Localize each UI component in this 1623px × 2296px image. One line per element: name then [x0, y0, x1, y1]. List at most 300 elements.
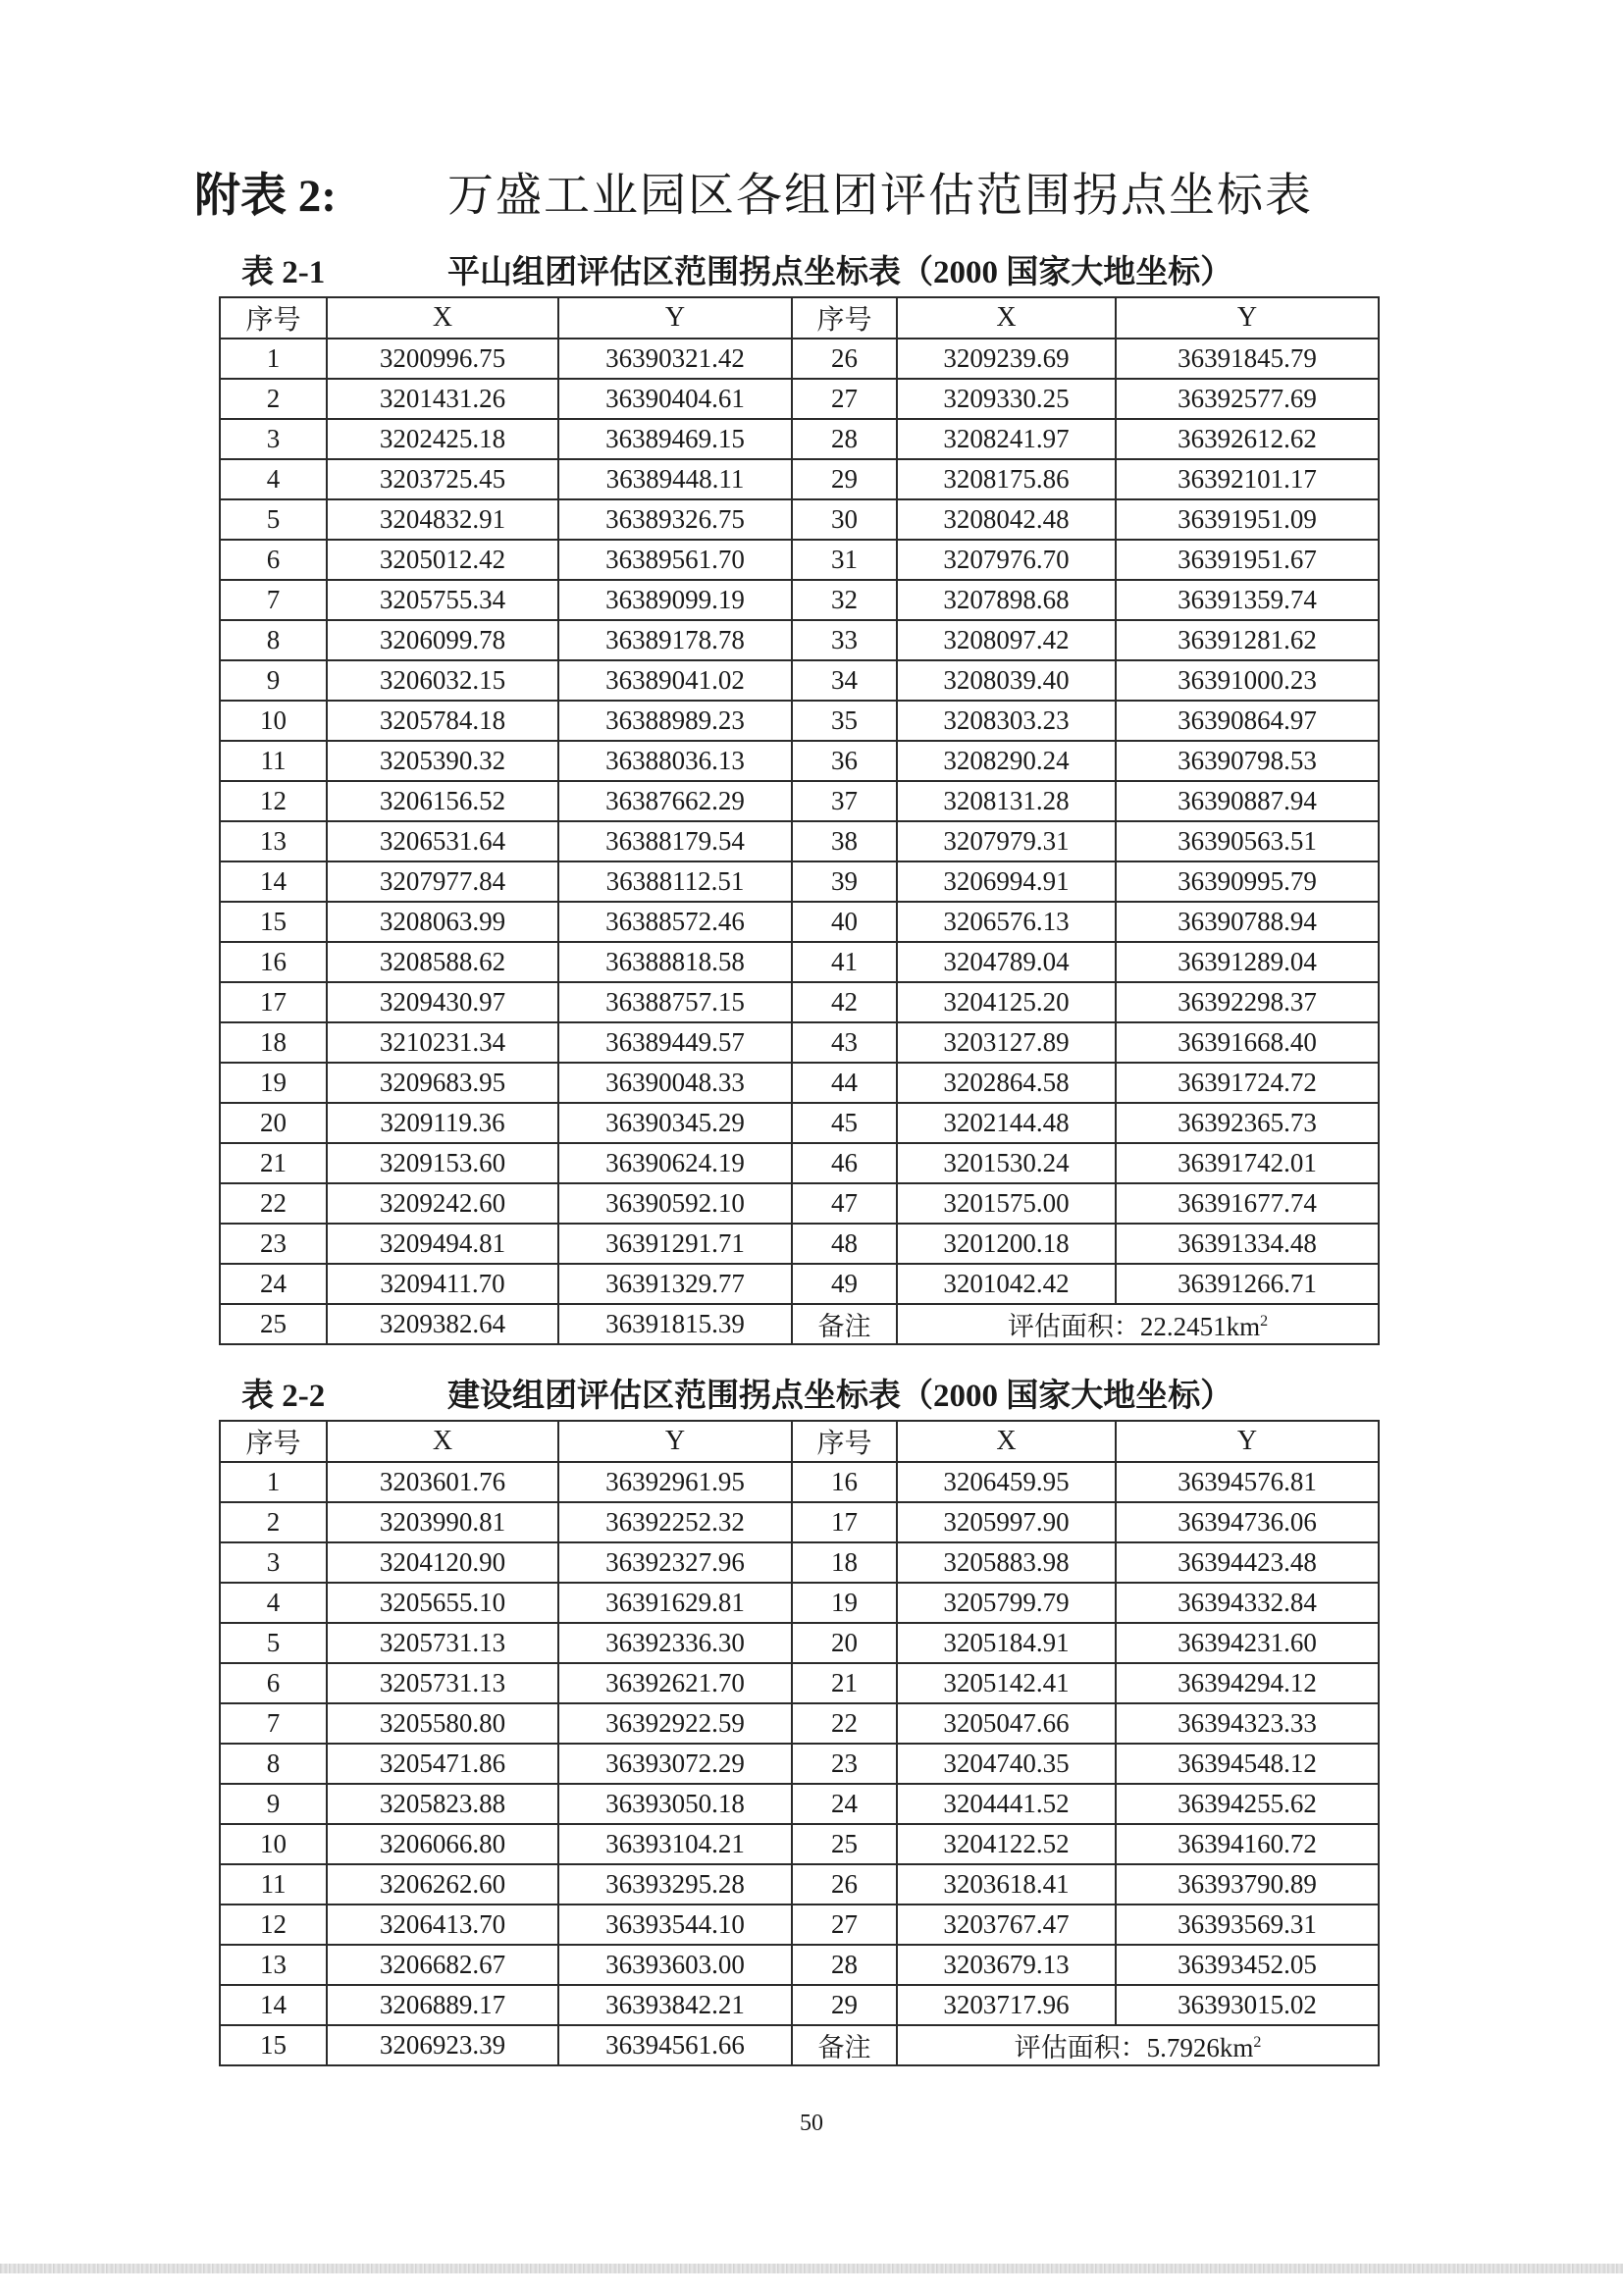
point-index: 29 — [792, 459, 897, 499]
y-coordinate: 36391815.39 — [558, 1304, 792, 1344]
header-y: Y — [558, 297, 792, 339]
x-coordinate: 3205997.90 — [897, 1502, 1116, 1542]
point-index: 18 — [220, 1022, 327, 1063]
x-coordinate: 3201042.42 — [897, 1264, 1116, 1304]
header-index: 序号 — [792, 1421, 897, 1462]
y-coordinate: 36394294.12 — [1116, 1663, 1379, 1703]
point-index: 20 — [220, 1103, 327, 1143]
header-x: X — [897, 297, 1116, 339]
table-row — [220, 660, 1379, 701]
y-coordinate: 36392327.96 — [558, 1542, 792, 1583]
table-row — [220, 1224, 1379, 1264]
x-coordinate: 3207976.70 — [897, 540, 1116, 580]
x-coordinate: 3208588.62 — [327, 942, 558, 982]
x-coordinate: 3204122.52 — [897, 1824, 1116, 1864]
y-coordinate: 36391289.04 — [1116, 942, 1379, 982]
table-row — [220, 1945, 1379, 1985]
point-index: 4 — [220, 459, 327, 499]
point-index: 18 — [792, 1542, 897, 1583]
y-coordinate: 36390887.94 — [1116, 781, 1379, 821]
y-coordinate: 36392612.62 — [1116, 419, 1379, 459]
y-coordinate: 36394736.06 — [1116, 1502, 1379, 1542]
table-row — [220, 1784, 1379, 1824]
table-row — [220, 1462, 1379, 1502]
y-coordinate: 36393544.10 — [558, 1905, 792, 1945]
point-index: 49 — [792, 1264, 897, 1304]
x-coordinate: 3204832.91 — [327, 499, 558, 540]
y-coordinate: 36388179.54 — [558, 821, 792, 861]
x-coordinate: 3205823.88 — [327, 1784, 558, 1824]
table-row — [220, 379, 1379, 419]
y-coordinate: 36391291.71 — [558, 1224, 792, 1264]
x-coordinate: 3201431.26 — [327, 379, 558, 419]
y-coordinate: 36391724.72 — [1116, 1063, 1379, 1103]
x-coordinate: 3208175.86 — [897, 459, 1116, 499]
y-coordinate: 36390788.94 — [1116, 902, 1379, 942]
x-coordinate: 3208042.48 — [897, 499, 1116, 540]
point-index: 12 — [220, 1905, 327, 1945]
point-index: 22 — [792, 1703, 897, 1744]
point-index: 14 — [220, 1985, 327, 2025]
x-coordinate: 3209494.81 — [327, 1224, 558, 1264]
point-index: 11 — [220, 1864, 327, 1905]
table-row — [220, 1744, 1379, 1784]
point-index: 23 — [792, 1744, 897, 1784]
coordinate-table-pingshan — [219, 296, 1380, 1345]
y-coordinate: 36390995.79 — [1116, 861, 1379, 902]
point-index: 16 — [220, 942, 327, 982]
y-coordinate: 36388757.15 — [558, 982, 792, 1022]
y-coordinate: 36393072.29 — [558, 1744, 792, 1784]
x-coordinate: 3208063.99 — [327, 902, 558, 942]
x-coordinate: 3209382.64 — [327, 1304, 558, 1344]
point-index: 48 — [792, 1224, 897, 1264]
point-index: 1 — [220, 1462, 327, 1502]
y-coordinate: 36389326.75 — [558, 499, 792, 540]
point-index: 15 — [220, 902, 327, 942]
point-index: 12 — [220, 781, 327, 821]
point-index: 2 — [220, 1502, 327, 1542]
y-coordinate: 36392577.69 — [1116, 379, 1379, 419]
x-coordinate: 3204120.90 — [327, 1542, 558, 1583]
y-coordinate: 36389099.19 — [558, 580, 792, 620]
table-row — [220, 540, 1379, 580]
table-row — [220, 1103, 1379, 1143]
scan-edge-band — [0, 2264, 1623, 2273]
x-coordinate: 3204125.20 — [897, 982, 1116, 1022]
y-coordinate: 36393452.05 — [1116, 1945, 1379, 1985]
x-coordinate: 3206576.13 — [897, 902, 1116, 942]
x-coordinate: 3207977.84 — [327, 861, 558, 902]
x-coordinate: 3205784.18 — [327, 701, 558, 741]
point-index: 25 — [792, 1824, 897, 1864]
table-row — [220, 1022, 1379, 1063]
table-title: 平山组团评估区范围拐点坐标表（2000 国家大地坐标） — [447, 255, 1233, 290]
point-index: 24 — [220, 1264, 327, 1304]
x-coordinate: 3206099.78 — [327, 620, 558, 660]
table-row — [220, 419, 1379, 459]
table-row — [220, 1183, 1379, 1224]
x-coordinate: 3203717.96 — [897, 1985, 1116, 2025]
x-coordinate: 3206413.70 — [327, 1905, 558, 1945]
point-index: 46 — [792, 1143, 897, 1183]
y-coordinate: 36393790.89 — [1116, 1864, 1379, 1905]
point-index: 8 — [220, 620, 327, 660]
x-coordinate: 3204740.35 — [897, 1744, 1116, 1784]
table-row — [220, 701, 1379, 741]
point-index: 19 — [220, 1063, 327, 1103]
x-coordinate: 3209330.25 — [897, 379, 1116, 419]
x-coordinate: 3210231.34 — [327, 1022, 558, 1063]
table-title: 建设组团评估区范围拐点坐标表（2000 国家大地坐标） — [447, 1379, 1233, 1414]
y-coordinate: 36388572.46 — [558, 902, 792, 942]
header-y: Y — [1116, 1421, 1379, 1462]
header-x: X — [327, 1421, 558, 1462]
point-index: 40 — [792, 902, 897, 942]
point-index: 28 — [792, 1945, 897, 1985]
table-row — [220, 861, 1379, 902]
y-coordinate: 36391266.71 — [1116, 1264, 1379, 1304]
y-coordinate: 36394323.33 — [1116, 1703, 1379, 1744]
x-coordinate: 3205883.98 — [897, 1542, 1116, 1583]
point-index: 38 — [792, 821, 897, 861]
point-index: 13 — [220, 1945, 327, 1985]
y-coordinate: 36392336.30 — [558, 1623, 792, 1663]
table-number: 表 2-1 — [241, 255, 326, 290]
x-coordinate: 3206531.64 — [327, 821, 558, 861]
point-index: 34 — [792, 660, 897, 701]
x-coordinate: 3209411.70 — [327, 1264, 558, 1304]
y-coordinate: 36390592.10 — [558, 1183, 792, 1224]
table-header-row — [220, 297, 1379, 339]
point-index: 21 — [792, 1663, 897, 1703]
y-coordinate: 36390404.61 — [558, 379, 792, 419]
y-coordinate: 36390864.97 — [1116, 701, 1379, 741]
area-unit-exponent: 2 — [1253, 2034, 1262, 2051]
point-index: 29 — [792, 1985, 897, 2025]
remark-label: 备注 — [792, 1304, 897, 1344]
y-coordinate: 36391334.48 — [1116, 1224, 1379, 1264]
table-row — [220, 741, 1379, 781]
point-index: 45 — [792, 1103, 897, 1143]
y-coordinate: 36394423.48 — [1116, 1542, 1379, 1583]
point-index: 17 — [220, 982, 327, 1022]
point-index: 35 — [792, 701, 897, 741]
point-index: 4 — [220, 1583, 327, 1623]
x-coordinate: 3204789.04 — [897, 942, 1116, 982]
coordinate-table-jianshe — [219, 1420, 1380, 2066]
x-coordinate: 3204441.52 — [897, 1784, 1116, 1824]
y-coordinate: 36391677.74 — [1116, 1183, 1379, 1224]
header-index: 序号 — [220, 297, 327, 339]
table-row — [220, 339, 1379, 379]
y-coordinate: 36392365.73 — [1116, 1103, 1379, 1143]
y-coordinate: 36391845.79 — [1116, 339, 1379, 379]
x-coordinate: 3209153.60 — [327, 1143, 558, 1183]
assessment-area-text: 评估面积：5.7926km — [1014, 2033, 1254, 2062]
header-y: Y — [558, 1421, 792, 1462]
y-coordinate: 36389561.70 — [558, 540, 792, 580]
x-coordinate: 3205012.42 — [327, 540, 558, 580]
point-index: 1 — [220, 339, 327, 379]
header-x: X — [897, 1421, 1116, 1462]
header-index: 序号 — [792, 297, 897, 339]
y-coordinate: 36388036.13 — [558, 741, 792, 781]
y-coordinate: 36391668.40 — [1116, 1022, 1379, 1063]
x-coordinate: 3206889.17 — [327, 1985, 558, 2025]
x-coordinate: 3208241.97 — [897, 419, 1116, 459]
y-coordinate: 36394561.66 — [558, 2025, 792, 2065]
y-coordinate: 36388112.51 — [558, 861, 792, 902]
table-row — [220, 1864, 1379, 1905]
point-index: 9 — [220, 1784, 327, 1824]
appendix-label: 附表 2: — [194, 171, 337, 222]
x-coordinate: 3209683.95 — [327, 1063, 558, 1103]
x-coordinate: 3203679.13 — [897, 1945, 1116, 1985]
y-coordinate: 36392252.32 — [558, 1502, 792, 1542]
x-coordinate: 3201575.00 — [897, 1183, 1116, 1224]
x-coordinate: 3209430.97 — [327, 982, 558, 1022]
y-coordinate: 36393104.21 — [558, 1824, 792, 1864]
assessment-area — [897, 1304, 1379, 1344]
y-coordinate: 36387662.29 — [558, 781, 792, 821]
table-row — [220, 942, 1379, 982]
point-index: 11 — [220, 741, 327, 781]
x-coordinate: 3203618.41 — [897, 1864, 1116, 1905]
y-coordinate: 36390321.42 — [558, 339, 792, 379]
table-row — [220, 1703, 1379, 1744]
x-coordinate: 3205142.41 — [897, 1663, 1116, 1703]
point-index: 13 — [220, 821, 327, 861]
y-coordinate: 36391329.77 — [558, 1264, 792, 1304]
x-coordinate: 3205655.10 — [327, 1583, 558, 1623]
x-coordinate: 3205755.34 — [327, 580, 558, 620]
y-coordinate: 36388989.23 — [558, 701, 792, 741]
point-index: 26 — [792, 339, 897, 379]
table-last-row — [220, 2025, 1379, 2065]
y-coordinate: 36392922.59 — [558, 1703, 792, 1744]
x-coordinate: 3203127.89 — [897, 1022, 1116, 1063]
remark-label: 备注 — [792, 2025, 897, 2065]
x-coordinate: 3202425.18 — [327, 419, 558, 459]
point-index: 26 — [792, 1864, 897, 1905]
y-coordinate: 36388818.58 — [558, 942, 792, 982]
x-coordinate: 3202864.58 — [897, 1063, 1116, 1103]
table-number: 表 2-2 — [241, 1379, 326, 1414]
point-index: 27 — [792, 1905, 897, 1945]
y-coordinate: 36393295.28 — [558, 1864, 792, 1905]
x-coordinate: 3201200.18 — [897, 1224, 1116, 1264]
header-x: X — [327, 297, 558, 339]
x-coordinate: 3205731.13 — [327, 1623, 558, 1663]
x-coordinate: 3209239.69 — [897, 339, 1116, 379]
x-coordinate: 3205580.80 — [327, 1703, 558, 1744]
y-coordinate: 36393569.31 — [1116, 1905, 1379, 1945]
point-index: 3 — [220, 419, 327, 459]
appendix-title: 万盛工业园区各组团评估范围拐点坐标表 — [447, 171, 1313, 222]
point-index: 19 — [792, 1583, 897, 1623]
header-y: Y — [1116, 297, 1379, 339]
y-coordinate: 36389449.57 — [558, 1022, 792, 1063]
assessment-area — [897, 2025, 1379, 2065]
point-index: 20 — [792, 1623, 897, 1663]
y-coordinate: 36394548.12 — [1116, 1744, 1379, 1784]
point-index: 39 — [792, 861, 897, 902]
y-coordinate: 36390624.19 — [558, 1143, 792, 1183]
y-coordinate: 36392621.70 — [558, 1663, 792, 1703]
x-coordinate: 3208303.23 — [897, 701, 1116, 741]
point-index: 31 — [792, 540, 897, 580]
x-coordinate: 3203601.76 — [327, 1462, 558, 1502]
table-row — [220, 1542, 1379, 1583]
x-coordinate: 3206994.91 — [897, 861, 1116, 902]
x-coordinate: 3201530.24 — [897, 1143, 1116, 1183]
y-coordinate: 36393603.00 — [558, 1945, 792, 1985]
x-coordinate: 3206066.80 — [327, 1824, 558, 1864]
table-row — [220, 620, 1379, 660]
table-row — [220, 1583, 1379, 1623]
point-index: 33 — [792, 620, 897, 660]
y-coordinate: 36394255.62 — [1116, 1784, 1379, 1824]
table-row — [220, 1264, 1379, 1304]
table-row — [220, 459, 1379, 499]
x-coordinate: 3205184.91 — [897, 1623, 1116, 1663]
point-index: 42 — [792, 982, 897, 1022]
point-index: 5 — [220, 1623, 327, 1663]
x-coordinate: 3207898.68 — [897, 580, 1116, 620]
x-coordinate: 3206156.52 — [327, 781, 558, 821]
table-row — [220, 1623, 1379, 1663]
y-coordinate: 36389178.78 — [558, 620, 792, 660]
table-row — [220, 580, 1379, 620]
table-row — [220, 499, 1379, 540]
point-index: 23 — [220, 1224, 327, 1264]
y-coordinate: 36392298.37 — [1116, 982, 1379, 1022]
x-coordinate: 3203990.81 — [327, 1502, 558, 1542]
table-row — [220, 1824, 1379, 1864]
point-index: 24 — [792, 1784, 897, 1824]
y-coordinate: 36392101.17 — [1116, 459, 1379, 499]
point-index: 30 — [792, 499, 897, 540]
y-coordinate: 36389469.15 — [558, 419, 792, 459]
y-coordinate: 36390563.51 — [1116, 821, 1379, 861]
point-index: 32 — [792, 580, 897, 620]
y-coordinate: 36391951.09 — [1116, 499, 1379, 540]
point-index: 8 — [220, 1744, 327, 1784]
point-index: 25 — [220, 1304, 327, 1344]
table-row — [220, 1663, 1379, 1703]
point-index: 22 — [220, 1183, 327, 1224]
y-coordinate: 36389041.02 — [558, 660, 792, 701]
point-index: 36 — [792, 741, 897, 781]
point-index: 21 — [220, 1143, 327, 1183]
x-coordinate: 3206682.67 — [327, 1945, 558, 1985]
point-index: 27 — [792, 379, 897, 419]
x-coordinate: 3208131.28 — [897, 781, 1116, 821]
table-row — [220, 1063, 1379, 1103]
x-coordinate: 3209119.36 — [327, 1103, 558, 1143]
y-coordinate: 36391281.62 — [1116, 620, 1379, 660]
point-index: 3 — [220, 1542, 327, 1583]
table-row — [220, 821, 1379, 861]
point-index: 6 — [220, 540, 327, 580]
y-coordinate: 36394231.60 — [1116, 1623, 1379, 1663]
y-coordinate: 36394160.72 — [1116, 1824, 1379, 1864]
point-index: 16 — [792, 1462, 897, 1502]
point-index: 7 — [220, 580, 327, 620]
table-row — [220, 1905, 1379, 1945]
y-coordinate: 36390798.53 — [1116, 741, 1379, 781]
x-coordinate: 3205731.13 — [327, 1663, 558, 1703]
x-coordinate: 3205390.32 — [327, 741, 558, 781]
y-coordinate: 36393015.02 — [1116, 1985, 1379, 2025]
x-coordinate: 3206032.15 — [327, 660, 558, 701]
point-index: 43 — [792, 1022, 897, 1063]
table-last-row — [220, 1304, 1379, 1344]
y-coordinate: 36391000.23 — [1116, 660, 1379, 701]
point-index: 14 — [220, 861, 327, 902]
x-coordinate: 3208097.42 — [897, 620, 1116, 660]
assessment-area-text: 评估面积：22.2451km — [1007, 1312, 1261, 1341]
x-coordinate: 3205799.79 — [897, 1583, 1116, 1623]
point-index: 28 — [792, 419, 897, 459]
table-row — [220, 781, 1379, 821]
point-index: 37 — [792, 781, 897, 821]
x-coordinate: 3203767.47 — [897, 1905, 1116, 1945]
x-coordinate: 3209242.60 — [327, 1183, 558, 1224]
point-index: 5 — [220, 499, 327, 540]
table-row — [220, 1143, 1379, 1183]
x-coordinate: 3206262.60 — [327, 1864, 558, 1905]
point-index: 17 — [792, 1502, 897, 1542]
table-row — [220, 902, 1379, 942]
y-coordinate: 36389448.11 — [558, 459, 792, 499]
point-index: 7 — [220, 1703, 327, 1744]
x-coordinate: 3202144.48 — [897, 1103, 1116, 1143]
table-row — [220, 1502, 1379, 1542]
x-coordinate: 3206459.95 — [897, 1462, 1116, 1502]
x-coordinate: 3208290.24 — [897, 741, 1116, 781]
y-coordinate: 36394332.84 — [1116, 1583, 1379, 1623]
y-coordinate: 36392961.95 — [558, 1462, 792, 1502]
y-coordinate: 36394576.81 — [1116, 1462, 1379, 1502]
x-coordinate: 3206923.39 — [327, 2025, 558, 2065]
y-coordinate: 36390048.33 — [558, 1063, 792, 1103]
x-coordinate: 3208039.40 — [897, 660, 1116, 701]
point-index: 10 — [220, 701, 327, 741]
point-index: 2 — [220, 379, 327, 419]
point-index: 41 — [792, 942, 897, 982]
page-number: 50 — [800, 2111, 823, 2136]
point-index: 10 — [220, 1824, 327, 1864]
x-coordinate: 3200996.75 — [327, 339, 558, 379]
area-unit-exponent: 2 — [1260, 1313, 1269, 1330]
table-row — [220, 982, 1379, 1022]
x-coordinate: 3203725.45 — [327, 459, 558, 499]
y-coordinate: 36391629.81 — [558, 1583, 792, 1623]
y-coordinate: 36393050.18 — [558, 1784, 792, 1824]
point-index: 9 — [220, 660, 327, 701]
point-index: 44 — [792, 1063, 897, 1103]
y-coordinate: 36393842.21 — [558, 1985, 792, 2025]
x-coordinate: 3207979.31 — [897, 821, 1116, 861]
y-coordinate: 36391951.67 — [1116, 540, 1379, 580]
x-coordinate: 3205047.66 — [897, 1703, 1116, 1744]
point-index: 15 — [220, 2025, 327, 2065]
point-index: 6 — [220, 1663, 327, 1703]
y-coordinate: 36390345.29 — [558, 1103, 792, 1143]
table-row — [220, 1985, 1379, 2025]
